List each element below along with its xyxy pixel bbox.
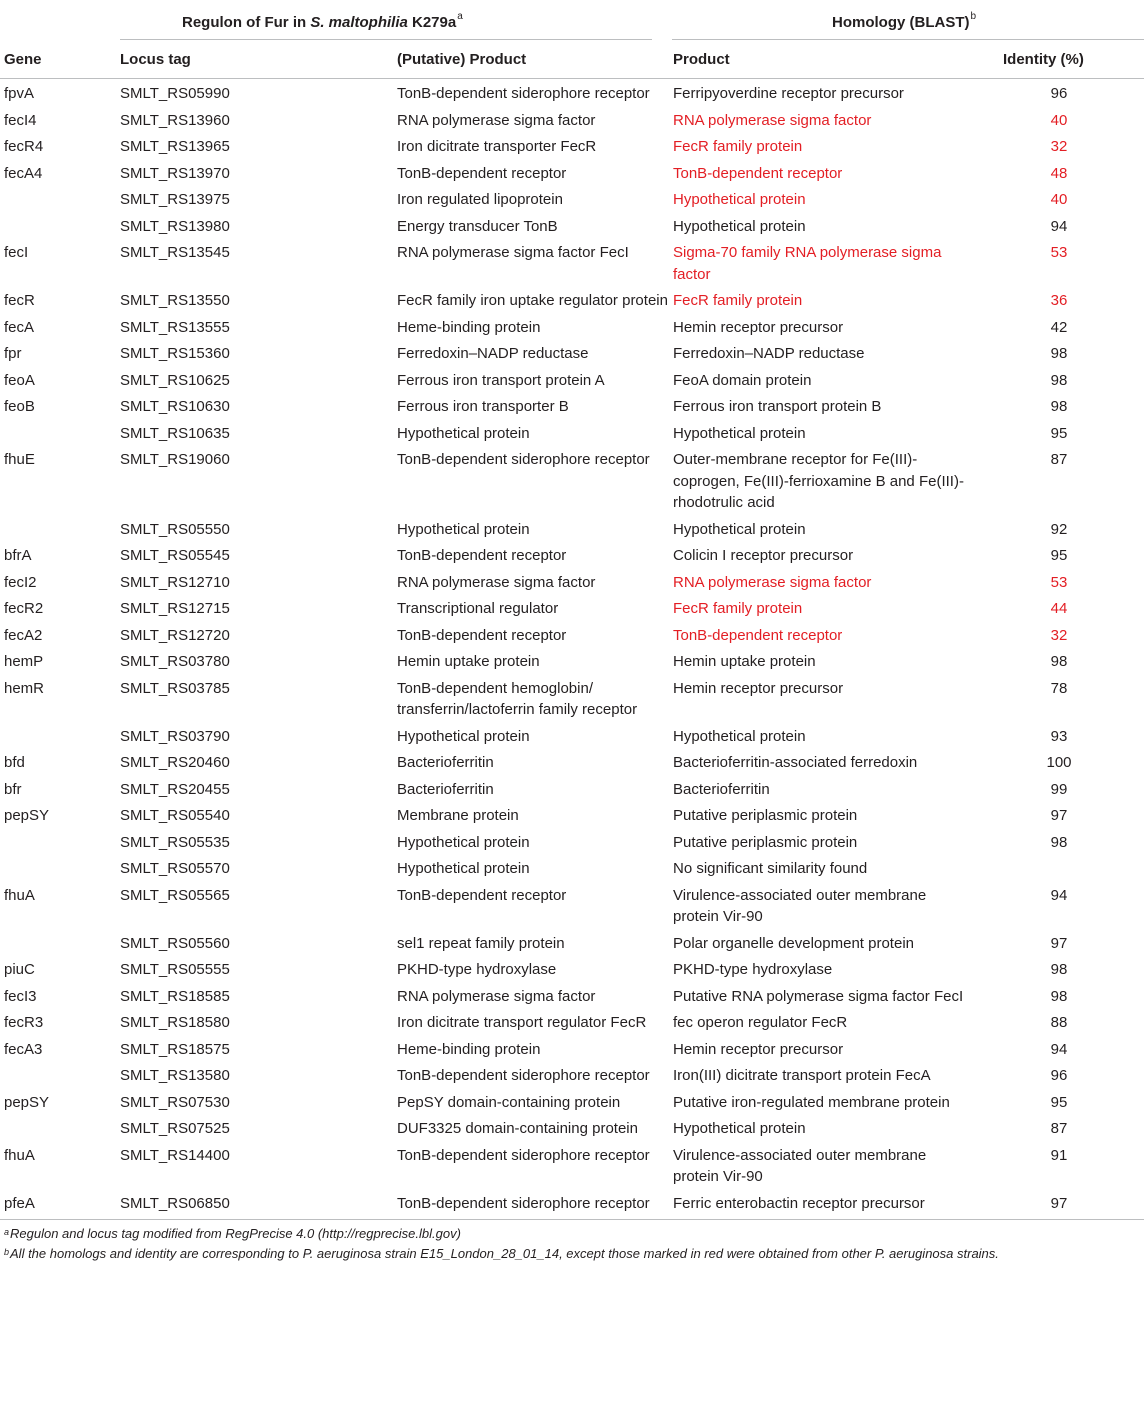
cell-product: Ferredoxin–NADP reductase bbox=[397, 345, 589, 362]
cell-identity: 95 bbox=[1050, 547, 1068, 564]
cell-gene bbox=[0, 1118, 120, 1145]
cell-homolog-product: Hypothetical protein bbox=[673, 1120, 806, 1137]
cell-homolog-product: Outer-membrane receptor for Fe(III)-coprogen, Fe(III)-ferrioxamine B and Fe(III)-rhodotrulic acid bbox=[673, 451, 964, 511]
cell-product: Hypothetical protein bbox=[397, 860, 530, 877]
cell-product: PKHD-type hydroxylase bbox=[397, 961, 557, 978]
table-row bbox=[0, 959, 1144, 986]
cell-homolog-product: RNA polymerase sigma factor bbox=[673, 573, 872, 591]
cell-homolog-product: FeoA domain protein bbox=[673, 371, 812, 389]
cell-homolog-product: Virulence-associated outer membrane protein Vir-90 bbox=[673, 1146, 927, 1185]
cell-gene: hemP bbox=[4, 653, 44, 670]
cell-homolog-product: Putative periplasmic protein bbox=[673, 807, 858, 824]
cell-locus-tag: SMLT_RS05990 bbox=[120, 85, 230, 102]
table-row bbox=[0, 242, 1144, 290]
cell-gene bbox=[0, 933, 120, 960]
cell-product: Hypothetical protein bbox=[397, 833, 530, 851]
cell-identity: 32 bbox=[1050, 626, 1068, 644]
table-row bbox=[0, 598, 1144, 625]
cell-locus-tag: SMLT_RS13975 bbox=[120, 191, 230, 208]
cell-homolog-product: FecR family protein bbox=[673, 600, 803, 617]
table-row bbox=[0, 370, 1144, 397]
cell-homolog-product: Hypothetical protein bbox=[673, 424, 806, 442]
cell-identity bbox=[974, 858, 1144, 885]
table-row bbox=[0, 805, 1144, 832]
cell-gene: pfeA bbox=[4, 1194, 35, 1212]
cell-locus-tag: SMLT_RS03785 bbox=[120, 679, 230, 697]
cell-gene bbox=[0, 189, 120, 216]
cell-locus-tag: SMLT_RS20455 bbox=[120, 780, 230, 798]
cell-locus-tag: SMLT_RS13545 bbox=[120, 244, 230, 261]
cell-product: Energy transducer TonB bbox=[397, 217, 558, 235]
cell-locus-tag: SMLT_RS03790 bbox=[120, 727, 230, 745]
group-title-homology-text: Homology (BLAST) bbox=[832, 14, 970, 31]
cell-product: Heme-binding protein bbox=[397, 318, 541, 336]
cell-locus-tag: SMLT_RS20460 bbox=[120, 754, 230, 771]
cell-product: TonB-dependent receptor bbox=[397, 164, 567, 182]
column-header-locus: Locus tag bbox=[120, 51, 191, 68]
cell-identity: 94 bbox=[1050, 886, 1068, 904]
cell-homolog-product: Iron(III) dicitrate transport protein FecA bbox=[673, 1067, 931, 1084]
column-header-identity: Identity (%) bbox=[1003, 51, 1084, 68]
cell-product: Iron dicitrate transport regulator FecR bbox=[397, 1014, 647, 1031]
cell-gene: fecA4 bbox=[4, 164, 43, 182]
cell-homolog-product: Hemin receptor precursor bbox=[673, 679, 844, 697]
cell-identity: 42 bbox=[1050, 318, 1068, 336]
cell-gene: bfrA bbox=[4, 547, 32, 564]
group-header-row bbox=[0, 0, 1144, 40]
cell-product: Ferrous iron transport protein A bbox=[397, 371, 605, 389]
table-row bbox=[0, 858, 1144, 885]
cell-homolog-product: Colicin I receptor precursor bbox=[673, 547, 854, 564]
cell-locus-tag: SMLT_RS05555 bbox=[120, 961, 230, 978]
group-title-suffix: K279a bbox=[407, 14, 457, 31]
cell-gene: fecA3 bbox=[4, 1040, 43, 1058]
cell-product: Bacterioferritin bbox=[397, 754, 494, 771]
table-row bbox=[0, 986, 1144, 1013]
table-row bbox=[0, 423, 1144, 450]
cell-gene bbox=[0, 726, 120, 753]
cell-locus-tag: SMLT_RS18580 bbox=[120, 1014, 230, 1031]
cell-locus-tag: SMLT_RS12715 bbox=[120, 600, 230, 617]
cell-locus-tag: SMLT_RS05560 bbox=[120, 934, 230, 952]
cell-identity: 87 bbox=[1050, 1120, 1068, 1137]
cell-locus-tag: SMLT_RS05570 bbox=[120, 860, 230, 877]
table-row bbox=[0, 1145, 1144, 1193]
cell-product: Iron regulated lipoprotein bbox=[397, 191, 563, 208]
cell-identity: 98 bbox=[1050, 398, 1068, 415]
cell-identity: 40 bbox=[1050, 191, 1068, 208]
cell-identity: 98 bbox=[1050, 987, 1068, 1005]
cell-product: TonB-dependent siderophore receptor bbox=[397, 451, 650, 468]
cell-product: RNA polymerase sigma factor bbox=[397, 987, 596, 1005]
cell-product: TonB-dependent receptor bbox=[397, 886, 567, 904]
cell-locus-tag: SMLT_RS05565 bbox=[120, 886, 230, 904]
cell-identity: 98 bbox=[1050, 345, 1068, 362]
cell-gene: fecR bbox=[4, 292, 35, 309]
column-header-product: (Putative) Product bbox=[397, 51, 527, 68]
cell-homolog-product: Hypothetical protein bbox=[673, 217, 806, 235]
table-row bbox=[0, 290, 1144, 317]
cell-gene: fecI2 bbox=[4, 573, 37, 591]
cell-gene bbox=[0, 423, 120, 450]
cell-identity: 94 bbox=[1050, 1040, 1068, 1058]
footnote-b-text: All the homologs and identity are corresponding to P. aeruginosa strain E15_London_28_01_14, except those marked in red were obtained from other P. aeruginosa strains. bbox=[10, 1246, 999, 1261]
cell-gene: fecR2 bbox=[4, 600, 44, 617]
cell-product: TonB-dependent siderophore receptor bbox=[397, 1146, 650, 1164]
cell-product: RNA polymerase sigma factor bbox=[397, 573, 596, 591]
cell-gene bbox=[0, 1065, 120, 1092]
cell-homolog-product: Polar organelle development protein bbox=[673, 934, 914, 952]
table-row bbox=[0, 678, 1144, 726]
cell-product: Transcriptional regulator bbox=[397, 600, 559, 617]
group-title-species: S. maltophilia bbox=[310, 14, 408, 31]
cell-identity: 99 bbox=[1050, 780, 1068, 798]
cell-gene: fecI3 bbox=[4, 987, 37, 1005]
cell-homolog-product: Bacterioferritin bbox=[673, 780, 770, 798]
table-row bbox=[0, 1039, 1144, 1066]
table-row bbox=[0, 1092, 1144, 1119]
cell-product: DUF3325 domain-containing protein bbox=[397, 1120, 638, 1137]
cell-gene: fhuA bbox=[4, 886, 35, 904]
cell-homolog-product: Ferredoxin–NADP reductase bbox=[673, 345, 865, 362]
cell-product: Heme-binding protein bbox=[397, 1040, 541, 1058]
cell-identity: 97 bbox=[1050, 1194, 1068, 1212]
cell-identity: 40 bbox=[1050, 111, 1068, 129]
table-row bbox=[0, 933, 1144, 960]
cell-product: Hypothetical protein bbox=[397, 520, 530, 538]
cell-gene: pepSY bbox=[4, 807, 50, 824]
data-table bbox=[0, 83, 1144, 1219]
footnote-marker-a: a bbox=[457, 11, 463, 22]
cell-identity: 87 bbox=[1050, 451, 1068, 468]
cell-locus-tag: SMLT_RS12720 bbox=[120, 626, 230, 644]
cell-identity: 98 bbox=[1050, 961, 1068, 978]
table-row bbox=[0, 83, 1144, 110]
cell-identity: 96 bbox=[1050, 85, 1068, 102]
cell-product: TonB-dependent receptor bbox=[397, 547, 567, 564]
column-header-gene: Gene bbox=[4, 51, 42, 68]
cell-product: sel1 repeat family protein bbox=[397, 934, 565, 952]
bottom-rule bbox=[0, 1219, 1144, 1220]
cell-locus-tag: SMLT_RS03780 bbox=[120, 653, 230, 670]
cell-product: Ferrous iron transporter B bbox=[397, 398, 569, 415]
group-title-regulon bbox=[182, 11, 463, 31]
cell-identity: 48 bbox=[1050, 164, 1068, 182]
table-row bbox=[0, 885, 1144, 933]
cell-product: Hemin uptake protein bbox=[397, 653, 540, 670]
footnote-b-marker: b bbox=[4, 1247, 10, 1257]
cell-identity: 53 bbox=[1050, 244, 1068, 261]
cell-identity: 78 bbox=[1050, 679, 1068, 697]
cell-locus-tag: SMLT_RS05540 bbox=[120, 807, 230, 824]
footnote-a-marker: a bbox=[4, 1227, 10, 1237]
group-title-prefix: Regulon of Fur in bbox=[182, 14, 311, 31]
cell-locus-tag: SMLT_RS15360 bbox=[120, 345, 230, 362]
cell-homolog-product: Putative periplasmic protein bbox=[673, 833, 858, 851]
cell-homolog-product: Hemin receptor precursor bbox=[673, 318, 844, 336]
table-row bbox=[0, 449, 1144, 519]
table-row bbox=[0, 519, 1144, 546]
cell-identity: 96 bbox=[1050, 1067, 1068, 1084]
cell-product: TonB-dependent siderophore receptor bbox=[397, 1194, 650, 1212]
cell-homolog-product: Ferripyoverdine receptor precursor bbox=[673, 85, 904, 102]
cell-gene: fecA2 bbox=[4, 626, 43, 644]
cell-gene: fecA bbox=[4, 318, 35, 336]
cell-gene: fhuA bbox=[4, 1146, 35, 1164]
cell-gene: fpr bbox=[4, 345, 22, 362]
table-row bbox=[0, 396, 1144, 423]
cell-locus-tag: SMLT_RS13965 bbox=[120, 138, 230, 155]
cell-identity: 95 bbox=[1050, 424, 1068, 442]
cell-homolog-product: RNA polymerase sigma factor bbox=[673, 111, 872, 129]
table-row bbox=[0, 163, 1144, 190]
cell-identity: 95 bbox=[1050, 1093, 1068, 1111]
cell-identity: 44 bbox=[1050, 600, 1068, 617]
cell-identity: 92 bbox=[1050, 520, 1068, 538]
cell-locus-tag: SMLT_RS07530 bbox=[120, 1093, 230, 1111]
table-row bbox=[0, 779, 1144, 806]
cell-identity: 53 bbox=[1050, 573, 1068, 591]
cell-locus-tag: SMLT_RS10625 bbox=[120, 371, 230, 389]
cell-product: RNA polymerase sigma factor FecI bbox=[397, 244, 629, 261]
cell-gene: fhuE bbox=[4, 451, 35, 468]
cell-product: Hypothetical protein bbox=[397, 424, 530, 442]
cell-homolog-product: FecR family protein bbox=[673, 138, 803, 155]
cell-product: Iron dicitrate transporter FecR bbox=[397, 138, 597, 155]
cell-identity: 36 bbox=[1050, 292, 1068, 309]
cell-gene: fecI bbox=[4, 244, 29, 261]
cell-identity: 91 bbox=[1050, 1146, 1068, 1164]
cell-product: FecR family iron uptake regulator protein bbox=[397, 292, 668, 309]
cell-gene: piuC bbox=[4, 961, 35, 978]
cell-locus-tag: SMLT_RS14400 bbox=[120, 1146, 230, 1164]
table-row bbox=[0, 1118, 1144, 1145]
cell-homolog-product: Putative RNA polymerase sigma factor FecI bbox=[673, 987, 964, 1005]
cell-identity: 97 bbox=[1050, 934, 1068, 952]
cell-homolog-product: Hemin uptake protein bbox=[673, 653, 816, 670]
cell-homolog-product: Hypothetical protein bbox=[673, 727, 806, 745]
cell-homolog-product: Ferric enterobactin receptor precursor bbox=[673, 1194, 925, 1212]
table-row bbox=[0, 189, 1144, 216]
cell-identity: 97 bbox=[1050, 807, 1068, 824]
table-row bbox=[0, 1193, 1144, 1220]
cell-homolog-product: PKHD-type hydroxylase bbox=[673, 961, 833, 978]
table-row bbox=[0, 545, 1144, 572]
cell-homolog-product: Sigma-70 family RNA polymerase sigma factor bbox=[673, 244, 942, 283]
table-row bbox=[0, 1012, 1144, 1039]
cell-homolog-product: Putative iron-regulated membrane protein bbox=[673, 1093, 950, 1111]
cell-gene: fpvA bbox=[4, 85, 35, 102]
cell-product: Membrane protein bbox=[397, 807, 519, 824]
cell-gene: bfd bbox=[4, 754, 25, 771]
cell-gene bbox=[0, 216, 120, 243]
cell-gene: fecR3 bbox=[4, 1014, 44, 1031]
cell-homolog-product: Bacterioferritin-associated ferredoxin bbox=[673, 754, 918, 771]
cell-identity: 93 bbox=[1050, 727, 1068, 745]
cell-product: PepSY domain-containing protein bbox=[397, 1093, 621, 1111]
cell-locus-tag: SMLT_RS13555 bbox=[120, 318, 230, 336]
footnote-a-text: Regulon and locus tag modified from RegPrecise 4.0 (http://regprecise.lbl.gov) bbox=[10, 1226, 461, 1241]
cell-homolog-product: Hypothetical protein bbox=[673, 191, 806, 208]
cell-product: TonB-dependent hemoglobin/ transferrin/lactoferrin family receptor bbox=[397, 679, 638, 718]
cell-gene: feoA bbox=[4, 371, 35, 389]
cell-identity: 98 bbox=[1050, 653, 1068, 670]
cell-locus-tag: SMLT_RS13970 bbox=[120, 164, 230, 182]
cell-locus-tag: SMLT_RS18585 bbox=[120, 987, 230, 1005]
table-row bbox=[0, 572, 1144, 599]
cell-gene bbox=[0, 858, 120, 885]
table-row bbox=[0, 651, 1144, 678]
cell-homolog-product: TonB-dependent receptor bbox=[673, 164, 843, 182]
cell-product: Hypothetical protein bbox=[397, 727, 530, 745]
cell-locus-tag: SMLT_RS05545 bbox=[120, 547, 230, 564]
cell-gene: fecR4 bbox=[4, 138, 44, 155]
column-header-row bbox=[0, 40, 1144, 79]
cell-homolog-product: Ferrous iron transport protein B bbox=[673, 398, 882, 415]
cell-product: Bacterioferritin bbox=[397, 780, 494, 798]
cell-gene: fecI4 bbox=[4, 111, 37, 129]
cell-gene: feoB bbox=[4, 398, 35, 415]
cell-homolog-product: FecR family protein bbox=[673, 292, 803, 309]
column-header-homolog: Product bbox=[673, 51, 730, 68]
footnote-a bbox=[4, 1224, 1144, 1244]
cell-gene bbox=[0, 832, 120, 859]
cell-locus-tag: SMLT_RS18575 bbox=[120, 1040, 230, 1058]
cell-locus-tag: SMLT_RS12710 bbox=[120, 573, 230, 591]
cell-locus-tag: SMLT_RS13550 bbox=[120, 292, 230, 309]
footnotes bbox=[0, 1224, 1144, 1264]
table-row bbox=[0, 317, 1144, 344]
table-row bbox=[0, 752, 1144, 779]
cell-locus-tag: SMLT_RS10635 bbox=[120, 424, 230, 442]
cell-gene: bfr bbox=[4, 780, 22, 798]
cell-identity: 32 bbox=[1050, 138, 1068, 155]
cell-identity: 94 bbox=[1050, 217, 1068, 235]
cell-product: TonB-dependent siderophore receptor bbox=[397, 85, 650, 102]
table-row bbox=[0, 110, 1144, 137]
cell-locus-tag: SMLT_RS06850 bbox=[120, 1194, 230, 1212]
table-row bbox=[0, 625, 1144, 652]
cell-identity: 88 bbox=[1050, 1014, 1068, 1031]
cell-locus-tag: SMLT_RS13580 bbox=[120, 1067, 230, 1084]
cell-homolog-product: Hemin receptor precursor bbox=[673, 1040, 844, 1058]
cell-locus-tag: SMLT_RS13980 bbox=[120, 217, 230, 235]
cell-homolog-product: No significant similarity found bbox=[673, 860, 868, 877]
table-row bbox=[0, 136, 1144, 163]
cell-homolog-product: TonB-dependent receptor bbox=[673, 626, 843, 644]
table-row bbox=[0, 1065, 1144, 1092]
table-row bbox=[0, 216, 1144, 243]
cell-product: TonB-dependent siderophore receptor bbox=[397, 1067, 650, 1084]
cell-homolog-product: fec operon regulator FecR bbox=[673, 1014, 848, 1031]
cell-locus-tag: SMLT_RS05535 bbox=[120, 833, 230, 851]
cell-locus-tag: SMLT_RS05550 bbox=[120, 520, 230, 538]
cell-identity: 100 bbox=[1046, 754, 1072, 771]
cell-homolog-product: Virulence-associated outer membrane protein Vir-90 bbox=[673, 886, 927, 925]
group-title-homology bbox=[832, 11, 977, 31]
footnote-marker-b: b bbox=[970, 11, 977, 22]
cell-product: RNA polymerase sigma factor bbox=[397, 111, 596, 129]
table-body bbox=[0, 83, 1144, 1219]
table-row bbox=[0, 343, 1144, 370]
cell-locus-tag: SMLT_RS19060 bbox=[120, 451, 230, 468]
cell-gene bbox=[0, 519, 120, 546]
footnote-b bbox=[4, 1244, 1144, 1264]
table-row bbox=[0, 726, 1144, 753]
cell-locus-tag: SMLT_RS13960 bbox=[120, 111, 230, 129]
cell-gene: pepSY bbox=[4, 1093, 50, 1111]
table-row bbox=[0, 832, 1144, 859]
cell-locus-tag: SMLT_RS10630 bbox=[120, 398, 230, 415]
cell-product: TonB-dependent receptor bbox=[397, 626, 567, 644]
cell-gene: hemR bbox=[4, 679, 45, 697]
cell-homolog-product: Hypothetical protein bbox=[673, 520, 806, 538]
cell-locus-tag: SMLT_RS07525 bbox=[120, 1120, 230, 1137]
cell-identity: 98 bbox=[1050, 833, 1068, 851]
cell-identity: 98 bbox=[1050, 371, 1068, 389]
